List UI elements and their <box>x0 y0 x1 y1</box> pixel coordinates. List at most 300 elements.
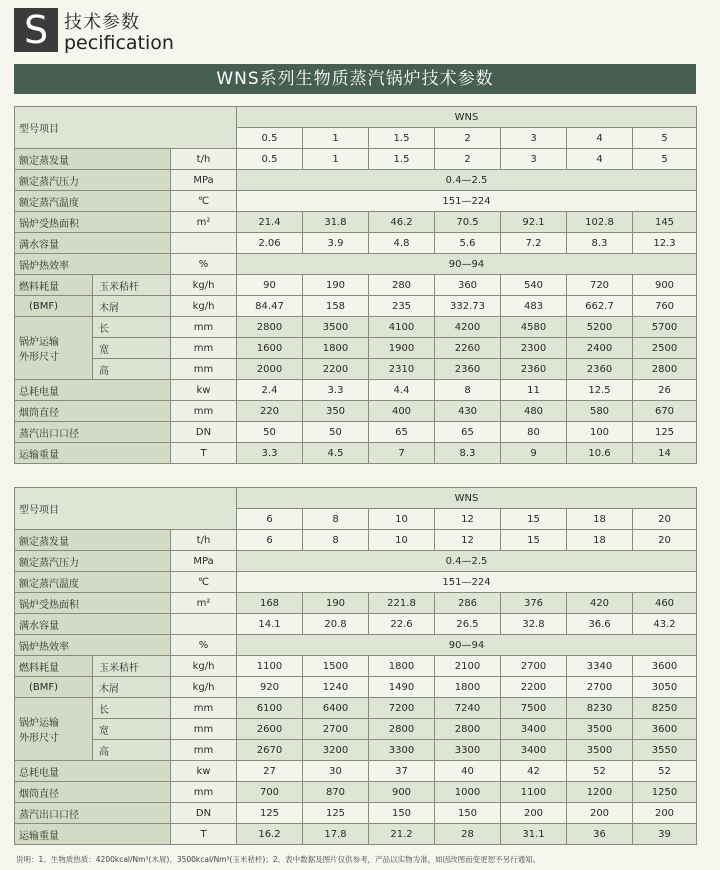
value-cell: 4.4 <box>369 380 435 401</box>
value-cell: 360 <box>435 275 501 296</box>
value-cell: 0.4—2.5 <box>237 551 697 572</box>
value-cell: 4 <box>567 149 633 170</box>
row-unit: kw <box>171 761 237 782</box>
value-cell: 3 <box>501 149 567 170</box>
row-label: 运输重量 <box>15 824 171 845</box>
row-unit: mm <box>171 401 237 422</box>
row-unit: kg/h <box>171 275 237 296</box>
value-cell: 1000 <box>435 782 501 803</box>
row-sub-label: 高 <box>93 740 171 761</box>
table-row <box>15 380 697 401</box>
table-row <box>15 338 697 359</box>
value-cell: 3.3 <box>303 380 369 401</box>
value-cell: 2300 <box>501 338 567 359</box>
value-cell: 3050 <box>633 677 697 698</box>
row-unit: ℃ <box>171 572 237 593</box>
value-cell: 7240 <box>435 698 501 719</box>
value-cell: 3300 <box>435 740 501 761</box>
value-cell: 190 <box>303 275 369 296</box>
value-cell: 0.5 <box>237 149 303 170</box>
value-cell: 26 <box>633 380 697 401</box>
value-cell: 21.2 <box>369 824 435 845</box>
row-sub-label: 长 <box>93 698 171 719</box>
value-cell: 40 <box>435 761 501 782</box>
value-cell: 0.4—2.5 <box>237 170 697 191</box>
capacity-cell: 5 <box>633 128 697 149</box>
row-sub-label: 木屑 <box>93 677 171 698</box>
row-label: 满水容量 <box>15 614 171 635</box>
value-cell: 7200 <box>369 698 435 719</box>
row-unit: m² <box>171 593 237 614</box>
value-cell: 460 <box>633 593 697 614</box>
row-unit: ℃ <box>171 191 237 212</box>
value-cell: 12.3 <box>633 233 697 254</box>
value-cell: 8.3 <box>567 233 633 254</box>
value-cell: 2200 <box>501 677 567 698</box>
value-cell: 3.9 <box>303 233 369 254</box>
series-label: WNS <box>237 107 697 128</box>
table-row <box>15 296 697 317</box>
row-unit: mm <box>171 317 237 338</box>
row-label: 蒸汽出口口径 <box>15 422 171 443</box>
value-cell: 870 <box>303 782 369 803</box>
row-unit: kg/h <box>171 656 237 677</box>
row-unit: mm <box>171 359 237 380</box>
value-cell: 65 <box>369 422 435 443</box>
value-cell: 37 <box>369 761 435 782</box>
logo-letter: S <box>14 8 58 52</box>
row-unit: t/h <box>171 530 237 551</box>
value-cell: 9 <box>501 443 567 464</box>
value-cell: 400 <box>369 401 435 422</box>
capacity-cell: 18 <box>567 509 633 530</box>
capacity-cell: 15 <box>501 509 567 530</box>
row-unit: DN <box>171 803 237 824</box>
value-cell: 12.5 <box>567 380 633 401</box>
value-cell: 2800 <box>369 719 435 740</box>
value-cell: 720 <box>567 275 633 296</box>
value-cell: 700 <box>237 782 303 803</box>
value-cell: 2700 <box>303 719 369 740</box>
table-row <box>15 635 697 656</box>
row-label: 额定蒸汽温度 <box>15 572 171 593</box>
row-group-label: 燃料耗量 <box>15 656 93 677</box>
value-cell: 2800 <box>237 317 303 338</box>
row-label: 蒸汽出口口径 <box>15 803 171 824</box>
value-cell: 32.8 <box>501 614 567 635</box>
value-cell: 1600 <box>237 338 303 359</box>
value-cell: 92.1 <box>501 212 567 233</box>
value-cell: 1240 <box>303 677 369 698</box>
value-cell: 1.5 <box>369 149 435 170</box>
capacity-cell: 0.5 <box>237 128 303 149</box>
value-cell: 221.8 <box>369 593 435 614</box>
value-cell: 3600 <box>633 719 697 740</box>
value-cell: 84.47 <box>237 296 303 317</box>
row-unit: kw <box>171 380 237 401</box>
value-cell: 31.1 <box>501 824 567 845</box>
value-cell: 920 <box>237 677 303 698</box>
value-cell: 18 <box>567 530 633 551</box>
value-cell: 1100 <box>237 656 303 677</box>
spec-table-small <box>14 106 697 464</box>
row-unit: T <box>171 824 237 845</box>
capacity-cell: 6 <box>237 509 303 530</box>
value-cell: 376 <box>501 593 567 614</box>
table-row <box>15 317 697 338</box>
table-row <box>15 719 697 740</box>
row-unit: % <box>171 254 237 275</box>
value-cell: 420 <box>567 593 633 614</box>
value-cell: 30 <box>303 761 369 782</box>
value-cell: 5200 <box>567 317 633 338</box>
dimension-label-line2: 外形尺寸 <box>19 733 59 744</box>
value-cell: 20.8 <box>303 614 369 635</box>
value-cell: 2.4 <box>237 380 303 401</box>
row-label: 锅炉热效率 <box>15 635 171 656</box>
value-cell: 235 <box>369 296 435 317</box>
row-group-label: (BMF) <box>15 296 93 317</box>
value-cell: 2310 <box>369 359 435 380</box>
value-cell: 20 <box>633 530 697 551</box>
row-unit: MPa <box>171 551 237 572</box>
value-cell: 5.6 <box>435 233 501 254</box>
table-row <box>15 656 697 677</box>
value-cell: 6400 <box>303 698 369 719</box>
table-row <box>15 254 697 275</box>
value-cell: 151—224 <box>237 572 697 593</box>
value-cell: 6100 <box>237 698 303 719</box>
header-title-cn: 技术参数 <box>64 12 140 33</box>
capacity-cell: 3 <box>501 128 567 149</box>
value-cell: 200 <box>567 803 633 824</box>
value-cell: 2.06 <box>237 233 303 254</box>
row-unit: m² <box>171 212 237 233</box>
row-label: 运输重量 <box>15 443 171 464</box>
row-label: 额定蒸发量 <box>15 149 171 170</box>
value-cell: 200 <box>633 803 697 824</box>
value-cell: 27 <box>237 761 303 782</box>
value-cell: 39 <box>633 824 697 845</box>
value-cell: 1100 <box>501 782 567 803</box>
capacity-cell: 12 <box>435 509 501 530</box>
table-row <box>15 149 697 170</box>
table-row <box>15 551 697 572</box>
value-cell: 16.2 <box>237 824 303 845</box>
row-label: 满水容量 <box>15 233 171 254</box>
value-cell: 80 <box>501 422 567 443</box>
value-cell: 151—224 <box>237 191 697 212</box>
value-cell: 50 <box>303 422 369 443</box>
row-sub-label: 玉米秸杆 <box>93 656 171 677</box>
value-cell: 1800 <box>435 677 501 698</box>
value-cell: 2200 <box>303 359 369 380</box>
table-row <box>15 275 697 296</box>
value-cell: 540 <box>501 275 567 296</box>
table-row <box>15 782 697 803</box>
value-cell: 900 <box>369 782 435 803</box>
value-cell: 125 <box>303 803 369 824</box>
value-cell: 3500 <box>567 740 633 761</box>
value-cell: 2000 <box>237 359 303 380</box>
value-cell: 4580 <box>501 317 567 338</box>
value-cell: 3400 <box>501 740 567 761</box>
value-cell: 580 <box>567 401 633 422</box>
value-cell: 52 <box>567 761 633 782</box>
value-cell: 7.2 <box>501 233 567 254</box>
row-group-label <box>15 698 93 761</box>
table-row <box>15 443 697 464</box>
value-cell: 1500 <box>303 656 369 677</box>
row-label: 烟筒直径 <box>15 401 171 422</box>
value-cell: 2360 <box>435 359 501 380</box>
value-cell: 65 <box>435 422 501 443</box>
value-cell: 102.8 <box>567 212 633 233</box>
table-row <box>15 359 697 380</box>
row-label: 锅炉热效率 <box>15 254 171 275</box>
value-cell: 190 <box>303 593 369 614</box>
value-cell: 125 <box>237 803 303 824</box>
value-cell: 3400 <box>501 719 567 740</box>
row-unit: mm <box>171 698 237 719</box>
value-cell: 14.1 <box>237 614 303 635</box>
row-label: 额定蒸汽压力 <box>15 170 171 191</box>
value-cell: 670 <box>633 401 697 422</box>
main-title-bar: WNS系列生物质蒸汽锅炉技术参数 <box>14 64 696 94</box>
value-cell: 11 <box>501 380 567 401</box>
capacity-cell: 10 <box>369 509 435 530</box>
header-label: 型号项目 <box>15 488 237 530</box>
value-cell: 2700 <box>567 677 633 698</box>
value-cell: 100 <box>567 422 633 443</box>
value-cell: 2400 <box>567 338 633 359</box>
capacity-cell: 1 <box>303 128 369 149</box>
row-sub-label: 玉米秸杆 <box>93 275 171 296</box>
value-cell: 125 <box>633 422 697 443</box>
row-sub-label: 高 <box>93 359 171 380</box>
row-unit: kg/h <box>171 296 237 317</box>
value-cell: 15 <box>501 530 567 551</box>
row-label: 锅炉受热面积 <box>15 593 171 614</box>
value-cell: 662.7 <box>567 296 633 317</box>
header-label: 型号项目 <box>15 107 237 149</box>
series-label: WNS <box>237 488 697 509</box>
capacity-cell: 8 <box>303 509 369 530</box>
value-cell: 1800 <box>303 338 369 359</box>
table-row <box>15 170 697 191</box>
header-row <box>15 107 697 128</box>
capacity-cell: 1.5 <box>369 128 435 149</box>
row-sub-label: 宽 <box>93 338 171 359</box>
value-cell: 483 <box>501 296 567 317</box>
row-unit: T <box>171 443 237 464</box>
value-cell: 14 <box>633 443 697 464</box>
spec-header <box>14 6 314 56</box>
value-cell: 1 <box>303 149 369 170</box>
row-group-label <box>15 317 93 380</box>
value-cell: 8.3 <box>435 443 501 464</box>
dimension-label-line1: 锅炉运输 <box>19 337 59 348</box>
table-row <box>15 212 697 233</box>
value-cell: 2700 <box>501 656 567 677</box>
table-row <box>15 803 697 824</box>
value-cell: 52 <box>633 761 697 782</box>
table-row <box>15 422 697 443</box>
value-cell: 1200 <box>567 782 633 803</box>
header-title-en: pecification <box>64 32 174 54</box>
spec-table-large <box>14 487 697 845</box>
table-row <box>15 530 697 551</box>
row-label: 总耗电量 <box>15 761 171 782</box>
value-cell: 150 <box>435 803 501 824</box>
table-row <box>15 191 697 212</box>
value-cell: 10 <box>369 530 435 551</box>
row-label: 烟筒直径 <box>15 782 171 803</box>
value-cell: 3600 <box>633 656 697 677</box>
capacity-cell: 2 <box>435 128 501 149</box>
table-row <box>15 233 697 254</box>
value-cell: 2360 <box>567 359 633 380</box>
value-cell: 168 <box>237 593 303 614</box>
header-row <box>15 488 697 509</box>
value-cell: 200 <box>501 803 567 824</box>
value-cell: 31.8 <box>303 212 369 233</box>
value-cell: 2670 <box>237 740 303 761</box>
table-row <box>15 572 697 593</box>
row-unit: DN <box>171 422 237 443</box>
value-cell: 17.8 <box>303 824 369 845</box>
table-row <box>15 824 697 845</box>
value-cell: 36.6 <box>567 614 633 635</box>
value-cell: 22.6 <box>369 614 435 635</box>
value-cell: 50 <box>237 422 303 443</box>
row-unit: % <box>171 635 237 656</box>
value-cell: 4100 <box>369 317 435 338</box>
row-unit: t/h <box>171 149 237 170</box>
value-cell: 150 <box>369 803 435 824</box>
value-cell: 3340 <box>567 656 633 677</box>
row-label: 额定蒸发量 <box>15 530 171 551</box>
value-cell: 2360 <box>501 359 567 380</box>
row-unit: mm <box>171 719 237 740</box>
dimension-label-line1: 锅炉运输 <box>19 718 59 729</box>
value-cell: 2100 <box>435 656 501 677</box>
capacity-cell: 4 <box>567 128 633 149</box>
value-cell: 286 <box>435 593 501 614</box>
value-cell: 36 <box>567 824 633 845</box>
value-cell: 90—94 <box>237 635 697 656</box>
value-cell: 760 <box>633 296 697 317</box>
table-row <box>15 593 697 614</box>
value-cell: 158 <box>303 296 369 317</box>
value-cell: 43.2 <box>633 614 697 635</box>
table-row <box>15 614 697 635</box>
value-cell: 220 <box>237 401 303 422</box>
table-row <box>15 761 697 782</box>
row-unit: MPa <box>171 170 237 191</box>
dimension-label-line2: 外形尺寸 <box>19 352 59 363</box>
row-unit: mm <box>171 740 237 761</box>
value-cell: 332.73 <box>435 296 501 317</box>
value-cell: 1490 <box>369 677 435 698</box>
value-cell: 90 <box>237 275 303 296</box>
row-unit <box>171 614 237 635</box>
value-cell: 28 <box>435 824 501 845</box>
capacity-cell: 20 <box>633 509 697 530</box>
value-cell: 70.5 <box>435 212 501 233</box>
value-cell: 350 <box>303 401 369 422</box>
value-cell: 12 <box>435 530 501 551</box>
table-row <box>15 698 697 719</box>
value-cell: 7 <box>369 443 435 464</box>
row-unit: mm <box>171 782 237 803</box>
row-group-label: (BMF) <box>15 677 93 698</box>
footnote: 说明：1、生物质热质：4200kcal/Nm³(木屑)、3500kcal/Nm³(玉米秸杆)；2、表中数据及图片仅供参考，产品以实物为准，如因改图而变更恕不另行通知。 <box>16 855 541 864</box>
value-cell: 145 <box>633 212 697 233</box>
value-cell: 430 <box>435 401 501 422</box>
value-cell: 2500 <box>633 338 697 359</box>
value-cell: 3300 <box>369 740 435 761</box>
value-cell: 2600 <box>237 719 303 740</box>
value-cell: 3200 <box>303 740 369 761</box>
value-cell: 3550 <box>633 740 697 761</box>
value-cell: 2 <box>435 149 501 170</box>
value-cell: 42 <box>501 761 567 782</box>
value-cell: 8250 <box>633 698 697 719</box>
row-label: 锅炉受热面积 <box>15 212 171 233</box>
row-unit: kg/h <box>171 677 237 698</box>
row-sub-label: 木屑 <box>93 296 171 317</box>
value-cell: 90—94 <box>237 254 697 275</box>
value-cell: 8 <box>303 530 369 551</box>
value-cell: 1900 <box>369 338 435 359</box>
row-label: 总耗电量 <box>15 380 171 401</box>
value-cell: 7500 <box>501 698 567 719</box>
row-unit: mm <box>171 338 237 359</box>
value-cell: 5 <box>633 149 697 170</box>
row-group-label: 燃料耗量 <box>15 275 93 296</box>
value-cell: 4.8 <box>369 233 435 254</box>
value-cell: 46.2 <box>369 212 435 233</box>
value-cell: 4200 <box>435 317 501 338</box>
row-sub-label: 长 <box>93 317 171 338</box>
value-cell: 3500 <box>567 719 633 740</box>
row-unit <box>171 233 237 254</box>
value-cell: 3.3 <box>237 443 303 464</box>
table-row <box>15 677 697 698</box>
table-row <box>15 740 697 761</box>
value-cell: 4.5 <box>303 443 369 464</box>
value-cell: 1250 <box>633 782 697 803</box>
value-cell: 3500 <box>303 317 369 338</box>
value-cell: 1800 <box>369 656 435 677</box>
value-cell: 21.4 <box>237 212 303 233</box>
value-cell: 8 <box>435 380 501 401</box>
row-sub-label: 宽 <box>93 719 171 740</box>
value-cell: 2800 <box>435 719 501 740</box>
value-cell: 8230 <box>567 698 633 719</box>
value-cell: 280 <box>369 275 435 296</box>
value-cell: 2800 <box>633 359 697 380</box>
value-cell: 10.6 <box>567 443 633 464</box>
value-cell: 6 <box>237 530 303 551</box>
value-cell: 480 <box>501 401 567 422</box>
value-cell: 5700 <box>633 317 697 338</box>
value-cell: 2260 <box>435 338 501 359</box>
row-label: 额定蒸汽温度 <box>15 191 171 212</box>
table-row <box>15 401 697 422</box>
value-cell: 900 <box>633 275 697 296</box>
